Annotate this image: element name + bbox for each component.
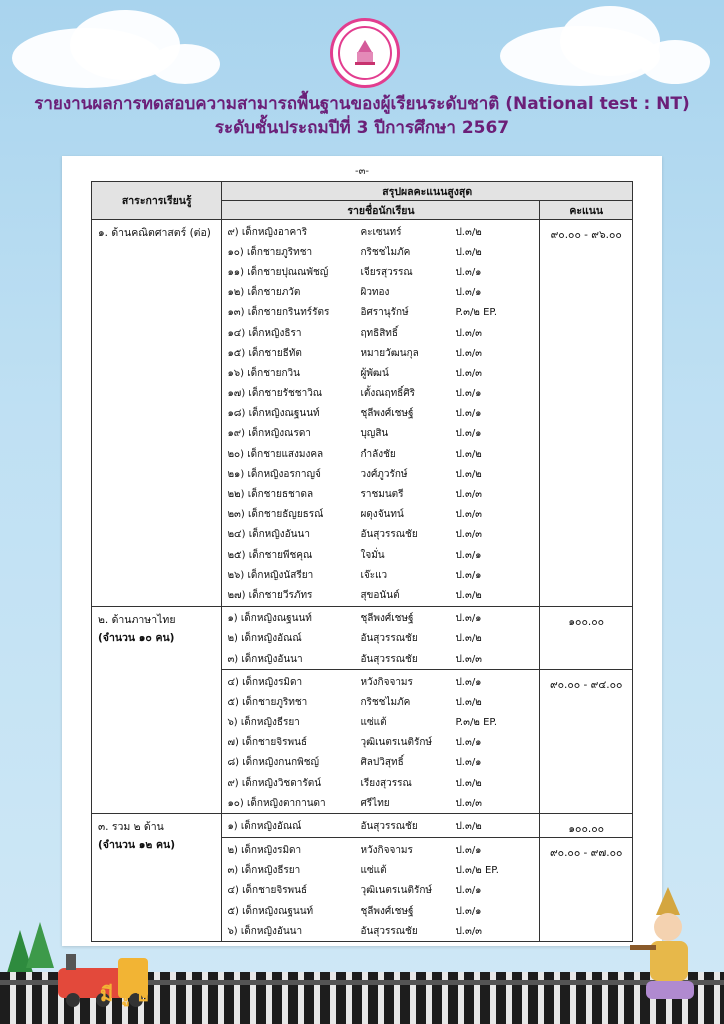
student-surname: วุฒิเนตรเนติรักษ์: [360, 737, 432, 749]
student-surname: หวังกิจจามร: [360, 676, 413, 688]
student-row: [222, 840, 539, 860]
score-cell: ๙๐.๐๐ - ๙๖.๐๐: [540, 220, 633, 607]
student-class: P.๓/๒ EP.: [455, 717, 498, 729]
student-class: ป.๓/๑: [455, 549, 482, 561]
student-name: ๙) เด็กหญิงอาคาริ: [227, 226, 308, 238]
student-row: [222, 672, 539, 692]
logo-emblem-icon: [338, 26, 392, 80]
student-surname: หมายวัฒนกุล: [360, 347, 419, 359]
student-class: ป.๓/๒: [455, 589, 482, 601]
student-name: ๑) เด็กหญิงณฐนนท์: [227, 613, 312, 625]
student-row: [222, 733, 539, 753]
student-row: [222, 793, 539, 813]
student-row: [222, 404, 539, 424]
student-row: [222, 565, 539, 585]
student-class: ป.๓/๑: [455, 613, 482, 625]
student-surname: อันสุวรรณชัย: [360, 633, 418, 645]
student-list-cell: [222, 670, 540, 814]
student-name: ๕) เด็กชายภูริทชา: [227, 696, 308, 708]
header-summary: สรุปผลคะแนนสูงสุด: [222, 182, 633, 201]
student-surname: ชุลีพงศ์เชษฐ์: [360, 905, 414, 917]
subject-name: ๓. รวม ๒ ด้าน: [98, 821, 164, 834]
student-row: [222, 773, 539, 793]
student-surname: ผิวทอง: [360, 287, 390, 299]
student-name: ๒๓) เด็กชายธัญยธรณ์: [227, 509, 324, 521]
student-class: ป.๓/๓: [455, 489, 483, 501]
student-name: ๑๒) เด็กชายภวัต: [227, 287, 301, 299]
student-class: ป.๓/๒: [455, 696, 482, 708]
student-surname: ผดุงจันทน์: [360, 509, 404, 521]
student-class: ป.๓/๓: [455, 367, 483, 379]
student-class: ป.๓/๑: [455, 905, 482, 917]
student-name: ๒๗) เด็กชายวีรภัทร: [227, 589, 313, 601]
school-logo: [330, 18, 400, 88]
student-class: ป.๓/๑: [455, 408, 482, 420]
student-class: ป.๓/๒: [455, 821, 482, 833]
student-row: [222, 816, 539, 836]
student-row: [222, 753, 539, 773]
student-surname: คะเซนทร์: [360, 226, 402, 238]
student-row: [222, 609, 539, 629]
student-row: [222, 649, 539, 669]
header-subject: สาระการเรียนรู้: [92, 182, 222, 220]
student-class: ป.๓/๑: [455, 287, 482, 299]
student-surname: ชุลีพงศ์เชษฐ์: [360, 408, 414, 420]
student-name: ๑๓) เด็กชายกรินทร์รัตร: [227, 307, 330, 319]
subject-count: (จำนวน ๑๐ คน): [98, 631, 175, 644]
student-name: ๒๕) เด็กชายพีชคุณ: [227, 549, 313, 561]
student-name: ๑) เด็กหญิงอัณณ์: [227, 821, 302, 833]
student-name: ๑๐) เด็กชายภูริทชา: [227, 246, 313, 258]
student-name: ๙) เด็กหญิงวิชดารัตน์: [227, 777, 322, 789]
title-line-1: รายงานผลการทดสอบความสามารถพื้นฐานของผู้เรียนระดับชาติ (National test : NT): [34, 94, 690, 114]
student-name: ๖) เด็กหญิงธีรยา: [227, 717, 300, 729]
student-surname: อันสุวรรณชัย: [360, 925, 418, 937]
student-class: ป.๓/๓: [455, 653, 483, 665]
student-class: ป.๓/๓: [455, 347, 483, 359]
student-row: [222, 444, 539, 464]
subject-cell: [92, 606, 222, 814]
header-score: คะแนน: [540, 201, 633, 220]
student-name: ๑๑) เด็กชายปุณณพัชญ์: [227, 266, 329, 278]
student-name: ๒๒) เด็กชายธชาดล: [227, 489, 314, 501]
student-surname: เจียรสุวรรณ: [360, 266, 413, 278]
document-page: [62, 156, 662, 946]
student-list-cell: [222, 838, 540, 942]
subject-count: (จำนวน ๑๒ คน): [98, 839, 175, 852]
student-row: [222, 343, 539, 363]
student-class: ป.๓/๓: [455, 925, 483, 937]
student-name: ๘) เด็กหญิงกนกพิชญ์: [227, 757, 320, 769]
student-row: [222, 283, 539, 303]
student-name: ๕) เด็กหญิงณฐนนท์: [227, 905, 314, 917]
student-row: [222, 323, 539, 343]
student-class: ป.๓/๒: [455, 468, 482, 480]
table-row: [92, 606, 633, 670]
student-surname: วุฒิเนตรเนติรักษ์: [360, 885, 432, 897]
student-surname: สุขอนันต์: [360, 589, 400, 601]
student-name: ๓) เด็กหญิงอันนา: [227, 653, 303, 665]
student-surname: ศรีไทย: [360, 797, 390, 809]
student-surname: อิศรานุรักษ์: [360, 307, 409, 319]
student-surname: กริชชไมภัค: [360, 246, 411, 258]
student-class: ป.๓/๒: [455, 633, 482, 645]
subject-name: ๑. ด้านคณิตศาสตร์ (ต่อ): [98, 227, 211, 239]
student-surname: ศิลปวิสุทธิ์: [360, 757, 404, 769]
student-row: [222, 222, 539, 242]
student-name: ๒๔) เด็กหญิงอันนา: [227, 529, 310, 541]
student-surname: แซ่แต้: [360, 865, 387, 877]
student-name: ๒) เด็กหญิงรมิดา: [227, 845, 302, 857]
header-names: รายชื่อนักเรียน: [222, 201, 540, 220]
subject-cell: [92, 814, 222, 942]
student-name: ๑๗) เด็กชายรัชชาวิณ: [227, 388, 323, 400]
title-line-2: ระดับชั้นประถมปีที่ 3 ปีการศึกษา 2567: [214, 118, 510, 138]
student-surname: เรียงสุวรรณ: [360, 777, 412, 789]
student-row: [222, 424, 539, 444]
student-surname: ฤทธิสิทธิ์: [360, 327, 399, 339]
student-list-cell: [222, 220, 540, 607]
student-row: [222, 525, 539, 545]
student-class: ป.๓/๒ EP.: [455, 865, 499, 877]
student-class: ป.๓/๒: [455, 448, 482, 460]
student-class: ป.๓/๑: [455, 885, 482, 897]
student-name: ๑๔) เด็กหญิงธิรา: [227, 327, 302, 339]
student-surname: อันสุวรรณชัย: [360, 821, 418, 833]
thai-character-icon: [628, 885, 712, 1005]
student-row: [222, 545, 539, 565]
student-class: ป.๓/๑: [455, 388, 482, 400]
student-class: ป.๓/๑: [455, 428, 482, 440]
student-surname: เจ๊ะแว: [360, 569, 388, 581]
student-surname: กำลังชัย: [360, 448, 396, 460]
table-body: [92, 220, 633, 942]
student-name: ๒๖) เด็กหญิงนัสรียา: [227, 569, 314, 581]
student-surname: แซ่แต้: [360, 717, 387, 729]
results-table: [91, 181, 633, 942]
student-row: [222, 363, 539, 383]
student-surname: หวังกิจจามร: [360, 845, 413, 857]
student-surname: ชุลีพงศ์เชษฐ์: [360, 613, 414, 625]
student-name: ๒๑) เด็กหญิงอรกาญจ์: [227, 468, 321, 480]
student-class: ป.๓/๑: [455, 569, 482, 581]
report-title: [0, 92, 724, 140]
cloud-right-3: [640, 40, 710, 84]
student-class: ป.๓/๓: [455, 327, 483, 339]
student-class: ป.๓/๒: [455, 246, 482, 258]
page-number: -๓-: [354, 166, 370, 177]
subject-name: ๒. ด้านภาษาไทย: [98, 613, 176, 626]
table-row: [92, 220, 633, 607]
student-name: ๑๐) เด็กหญิงตากานดา: [227, 797, 326, 809]
student-class: ป.๓/๑: [455, 737, 482, 749]
student-row: [222, 921, 539, 941]
cloud-left-3: [150, 44, 220, 84]
student-name: ๒๐) เด็กชายแสงมงคล: [227, 448, 324, 460]
student-row: [222, 464, 539, 484]
student-class: ป.๓/๑: [455, 676, 482, 688]
student-class: ป.๓/๓: [455, 797, 483, 809]
student-row: [222, 242, 539, 262]
student-list-cell: [222, 606, 540, 670]
student-class: ป.๓/๓: [455, 529, 483, 541]
student-surname: อันสุวรรณชัย: [360, 529, 418, 541]
student-name: ๖) เด็กหญิงอันนา: [227, 925, 303, 937]
student-class: ป.๓/๒: [455, 226, 482, 238]
student-name: ๔) เด็กชายจิรพนธ์: [227, 885, 308, 897]
student-name: ๑๕) เด็กชายธีทัต: [227, 347, 302, 359]
student-surname: เตั้งณฤทธิ์ศิริ: [360, 388, 415, 400]
student-row: [222, 585, 539, 605]
student-name: ๒) เด็กหญิงอัณณ์: [227, 633, 302, 645]
score-cell: ๑๐๐.๐๐: [540, 814, 633, 838]
student-row: [222, 505, 539, 525]
student-row: [222, 484, 539, 504]
student-surname: ใจมั่น: [360, 549, 385, 561]
student-row: [222, 901, 539, 921]
student-name: ๗) เด็กชายจิรพนธ์: [227, 737, 308, 749]
score-cell: ๙๐.๐๐ - ๙๔.๐๐: [540, 670, 633, 814]
footer-sign-text: มีรูป: [100, 982, 155, 1006]
student-row: [222, 713, 539, 733]
student-name: ๔) เด็กหญิงรมิดา: [227, 676, 303, 688]
student-class: ป.๓/๓: [455, 509, 483, 521]
student-name: ๑๖) เด็กชายกวิน: [227, 367, 300, 379]
student-surname: อันสุวรรณชัย: [360, 653, 418, 665]
student-class: ป.๓/๑: [455, 757, 482, 769]
student-row: [222, 861, 539, 881]
student-surname: ผู้พัฒน์: [360, 367, 389, 379]
student-class: ป.๓/๑: [455, 845, 482, 857]
student-surname: บุญสิน: [360, 428, 389, 440]
student-row: [222, 629, 539, 649]
student-row: [222, 384, 539, 404]
table-row: [92, 814, 633, 838]
score-cell: ๙๐.๐๐ - ๙๗.๐๐: [540, 838, 633, 942]
student-row: [222, 692, 539, 712]
student-class: ป.๓/๒: [455, 777, 482, 789]
temple-icon: [350, 38, 380, 68]
student-surname: ราชมนตรี: [360, 489, 404, 501]
student-row: [222, 262, 539, 282]
student-name: ๑๘) เด็กหญิงณฐนนท์: [227, 408, 320, 420]
score-cell: ๑๐๐.๐๐: [540, 606, 633, 670]
student-name: ๑๙) เด็กหญิงณรดา: [227, 428, 311, 440]
subject-cell: [92, 220, 222, 607]
student-class: P.๓/๒ EP.: [455, 307, 498, 319]
student-surname: วงศ์ภูวรักษ์: [360, 468, 408, 480]
student-row: [222, 303, 539, 323]
student-name: ๓) เด็กหญิงธีรยา: [227, 865, 301, 877]
student-surname: กริชชไมภัค: [360, 696, 411, 708]
student-class: ป.๓/๑: [455, 266, 482, 278]
student-row: [222, 881, 539, 901]
student-list-cell: [222, 814, 540, 838]
